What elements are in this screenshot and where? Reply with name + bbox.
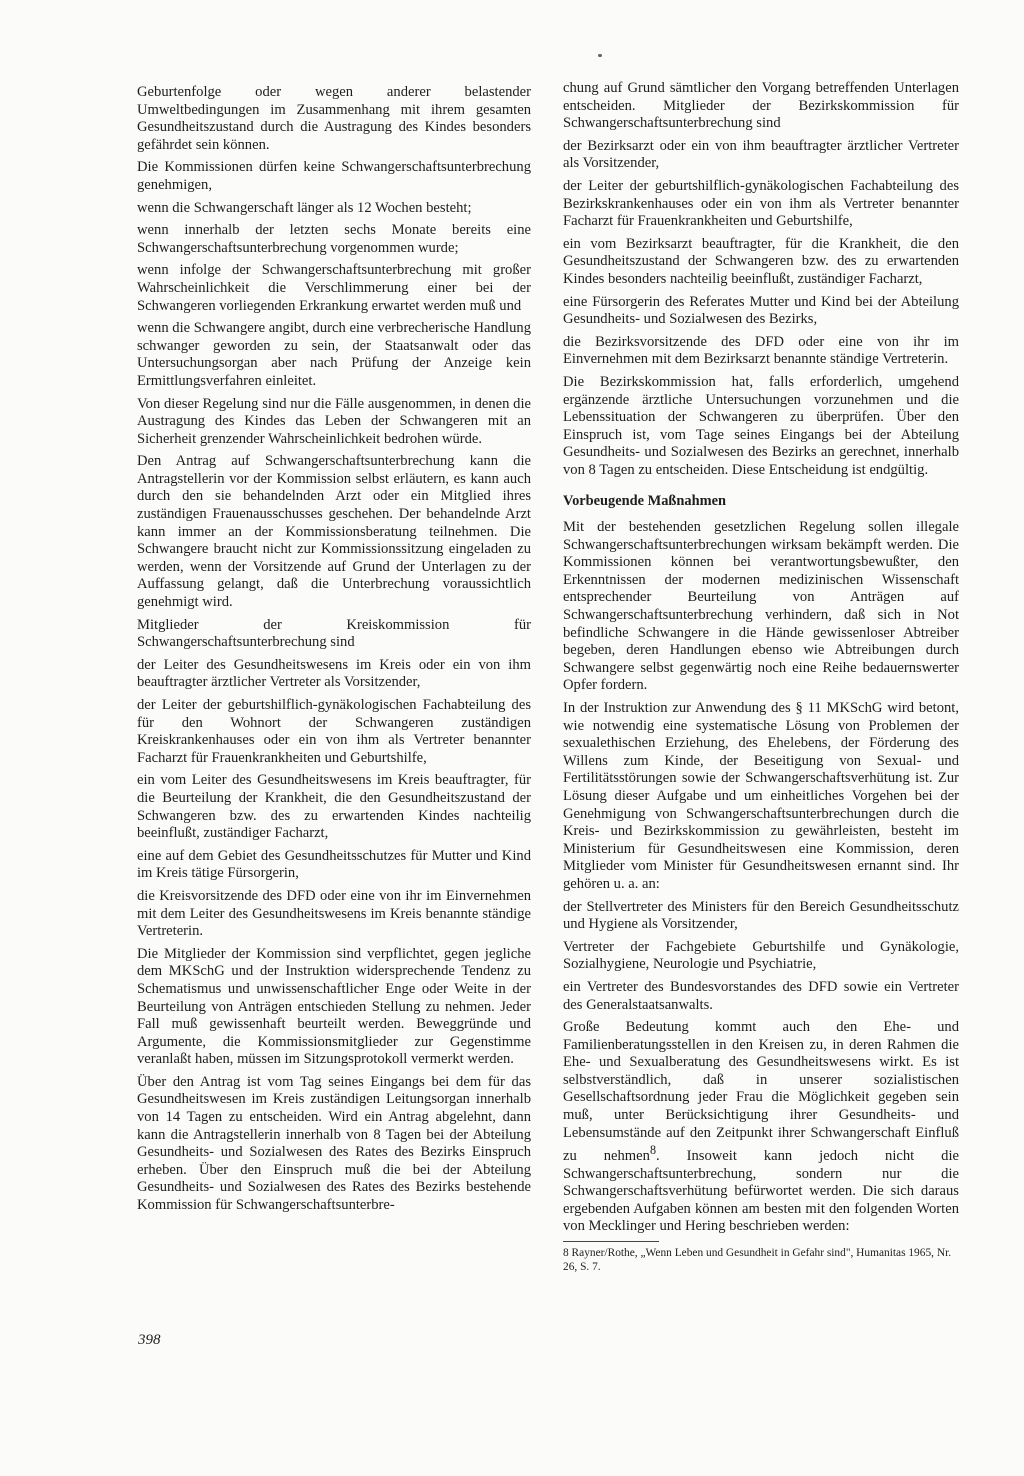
- paragraph: wenn die Schwangerschaft länger als 12 Wochen besteht;: [137, 199, 472, 216]
- paragraph: die Bezirksvorsitzende des DFD oder eine von ihr im Einvernehmen mit dem Bezirksarzt benannte ständige Vertreterin.: [563, 333, 959, 368]
- paragraph: ein vom Leiter des Gesundheitswesens im Kreis beauftragter, für die Beurteilung der Krankheit, die den Gesundheitszustand der Schwangeren bzw. des zu erwartenden Kindes nachteilig beeinflußt, zuständiger Facharzt,: [137, 772, 531, 842]
- paragraph: ein Vertreter des Bundesvorstandes des DFD sowie ein Vertreter des Generalstaatsanwalts.: [563, 978, 959, 1013]
- paragraph: chung auf Grund sämtlicher den Vorgang betreffenden Unterlagen entscheiden. Mitglieder der Bezirkskommission für Schwangerschaftsunterbrechung sind: [563, 80, 959, 132]
- footnote: 8 Rayner/Rothe, „Wenn Leben und Gesundheit in Gefahr sind", Humanitas 1965, Nr. 26, S. 7.: [563, 1247, 952, 1274]
- paragraph: wenn infolge der Schwangerschaftsunterbrechung mit großer Wahrscheinlichkeit die Verschlimmerung einer bei der Schwangeren vorliegenden Erkrankung erwartet werden muß und: [137, 262, 531, 314]
- paragraph: wenn die Schwangere angibt, durch eine verbrecherische Handlung schwanger geworden zu sein, der Staatsanwalt oder das Untersuchungsorgan aber nach Prüfung der Anzeige kein Ermittlungsverfahren einleitet.: [137, 320, 531, 389]
- paragraph: Von dieser Regelung sind nur die Fälle ausgenommen, in denen die Austragung des Kindes das Leben der Schwangeren mit an Sicherheit grenzender Wahrscheinlichkeit bedrohen würde.: [137, 395, 531, 447]
- paragraph: der Leiter des Gesundheitswesens im Kreis oder ein von ihm beauftragter ärztlicher Vertreter als Vorsitzender,: [137, 656, 531, 691]
- paragraph-text: . Insoweit kann jedoch nicht die Schwangerschaftsunterbrechung, sondern nur die Schwangerschaftsverhütung befürwortet werden. Die sich daraus ergebenden Aufgaben können am besten mit den folgenden Worten von Mecklinger und Hering beschrieben werden:: [563, 1148, 959, 1235]
- paragraph: der Leiter der geburtshilflich-gynäkologischen Fachabteilung des Bezirkskrankenhauses oder ein von ihm als Vertreter benannter Facharzt für Frauenkrankheiten und Geburtshilfe,: [563, 177, 959, 230]
- paragraph: [563, 1019, 959, 1236]
- paragraph: Die Bezirkskommission hat, falls erforderlich, umgehend ergänzende ärztliche Untersuchungen vorzunehmen und die Lebenssituation der Schwangeren zu überprüfen. Über den Einspruch ist, vom Tage seines Eingangs bei der Abteilung Gesundheits- und Sozialwesen des Bezirks an gerechnet, innerhalb von 8 Tagen zu entscheiden. Diese Entscheidung ist endgültig.: [563, 373, 959, 478]
- paragraph: die Kreisvorsitzende des DFD oder eine von ihr im Einvernehmen mit dem Leiter des Gesundheitswesens im Kreis benannte ständige Vertreterin.: [137, 887, 531, 940]
- paragraph: ein vom Bezirksarzt beauftragter, für die Krankheit, die den Gesundheitszustand der Schwangeren bzw. des zu erwartenden Kindes besonders nachteilig beeinflußt, zuständiger Facharzt,: [563, 235, 959, 287]
- paragraph: Vertreter der Fachgebiete Geburtshilfe und Gynäkologie, Sozialhygiene, Neurologie und Psychiatrie,: [563, 938, 959, 973]
- paragraph: Die Kommissionen dürfen keine Schwangerschaftsunterbrechung genehmigen,: [137, 159, 531, 193]
- page-number: 398: [138, 1332, 161, 1348]
- paragraph: Geburtenfolge oder wegen anderer belastender Umweltbedingungen im Zusammenhang mit ihrem gesamten Gesundheitszustand durch die Austragung des Kindes besonders gefährdet sein können.: [137, 84, 531, 153]
- section-heading: Vorbeugende Maßnahmen: [563, 493, 726, 510]
- paragraph: der Bezirksarzt oder ein von ihm beauftragter ärztlicher Vertreter als Vorsitzender,: [563, 137, 959, 172]
- paragraph: In der Instruktion zur Anwendung des § 11 MKSchG wird betont, wie notwendig eine systematische Lösung von Problemen der sexualethischen Erziehung, des Ehelebens, der Förderung des Willens zum Kinde, der Beseitigung von Sexual- und Fertilitätsstörungen sowie der Schwangerschaftsverhütung ist. Zur Lösung dieser Aufgabe und um einheitliches Vorgehen bei der Genehmigung von Schwangerschaftsunterbrechungen durch die Kreis- und Bezirkskommission zu gewährleisten, besteht im Ministerium für Gesundheitswesen eine Kommission, deren Mitglieder vom Minister für Gesundheitswesen ernannt sind. Ihr gehören u. a. an:: [563, 700, 959, 892]
- paragraph-text: Große Bedeutung kommt auch den Ehe- und Familienberatungsstellen in den Kreisen zu, in deren Rahmen die Ehe- und Sexualberatung des Gesundheitswesens wirkt. Es ist selbstverständlich, daß in unserer sozialistischen Gesellschaftsordnung jeder Frau die Möglichkeit gegeben sein muß, unter Berücksichtigung ihrer Gesundheits- und Lebensumstände auf den Zeitpunkt ihrer Schwangerschaft Einfluß zu nehmen: [563, 1019, 959, 1165]
- scan-speck: [598, 54, 602, 57]
- footnote-reference: 8: [649, 1143, 657, 1158]
- paragraph: Die Mitglieder der Kommission sind verpflichtet, gegen jegliche dem MKSchG und der Instruktion widersprechende Tendenz zu Schematismus und unwissenschaftlicher Enge oder Weite in der Beurteilung von Anträgen entschieden Stellung zu nehmen. Jeder Fall muß gewissenhaft beurteilt werden. Beweggründe und Argumente, die Kommissionsmitglieder zur Gegenstimme veranlaßt haben, müssen im Sitzungsprotokoll vermerkt werden.: [137, 945, 531, 1068]
- paragraph: Über den Antrag ist vom Tag seines Eingangs bei dem für das Gesundheitswesen im Kreis zuständigen Leitungsorgan innerhalb von 14 Tagen zu entscheiden. Wird ein Antrag abgelehnt, dann kann die Antragstellerin innerhalb von 8 Tagen bei der Abteilung Gesundheits- und Sozialwesen des Rates des Bezirks Einspruch erheben. Über den Einspruch muß die bei der Abteilung Gesundheits- und Sozialwesen des Rates des Bezirks bestehende Kommission für Schwangerschaftsunterbre-: [137, 1073, 531, 1214]
- paragraph: der Stellvertreter des Ministers für den Bereich Gesundheitsschutz und Hygiene als Vorsitzender,: [563, 898, 959, 933]
- paragraph: Mitglieder der Kreiskommission für Schwangerschaftsunterbrechung sind: [137, 616, 531, 651]
- footnote-rule: [563, 1241, 659, 1242]
- left-column: [137, 84, 531, 1220]
- paragraph: Den Antrag auf Schwangerschaftsunterbrechung kann die Antragstellerin vor der Kommission selbst erläutern, es kann auch durch den sie behandelnden Arzt oder ein Mitglied ihres zuständigen Frauenausschusses geschehen. Der behandelnde Arzt kann immer an der Kommissionsberatung teilnehmen. Die Schwangere braucht nicht zur Kommissionssitzung eingeladen zu werden, wenn der Vorsitzende auf Grund der Unterlagen zu der Auffassung gelangt, daß die Unterbrechung voraussichtlich genehmigt wird.: [137, 453, 531, 611]
- paragraph: eine auf dem Gebiet des Gesundheitsschutzes für Mutter und Kind im Kreis tätige Fürsorgerin,: [137, 847, 531, 882]
- paragraph: der Leiter der geburtshilflich-gynäkologischen Fachabteilung des für den Wohnort der Schwangeren zuständigen Kreiskrankenhauses oder ein von ihm als Vertreter benannter Facharzt für Frauenkrankheiten und Geburtshilfe,: [137, 697, 531, 766]
- right-column: [563, 80, 959, 1279]
- paragraph: eine Fürsorgerin des Referates Mutter und Kind bei der Abteilung Gesundheits- und Sozialwesen des Bezirks,: [563, 293, 959, 328]
- paragraph: Mit der bestehenden gesetzlichen Regelung sollen illegale Schwangerschaftsunterbrechungen wirksam bekämpft werden. Die Kommissionen können bei verantwortungsbewußter, den Erkenntnissen der modernen medizinischen Wissenschaft entsprechender Beurteilung von Anträgen auf Schwangerschaftsunterbrechung verhindern, daß sich in Not befindliche Schwangere in die Hände gewissenloser Abtreiber begeben, deren Handlungen ebenso wie Abtreibungen durch Schwangere selbst gegenwärtig noch eine Reihe bedauernswerter Opfer fordern.: [563, 519, 959, 694]
- paragraph: wenn innerhalb der letzten sechs Monate bereits eine Schwangerschaftsunterbrechung vorgenommen wurde;: [137, 222, 531, 256]
